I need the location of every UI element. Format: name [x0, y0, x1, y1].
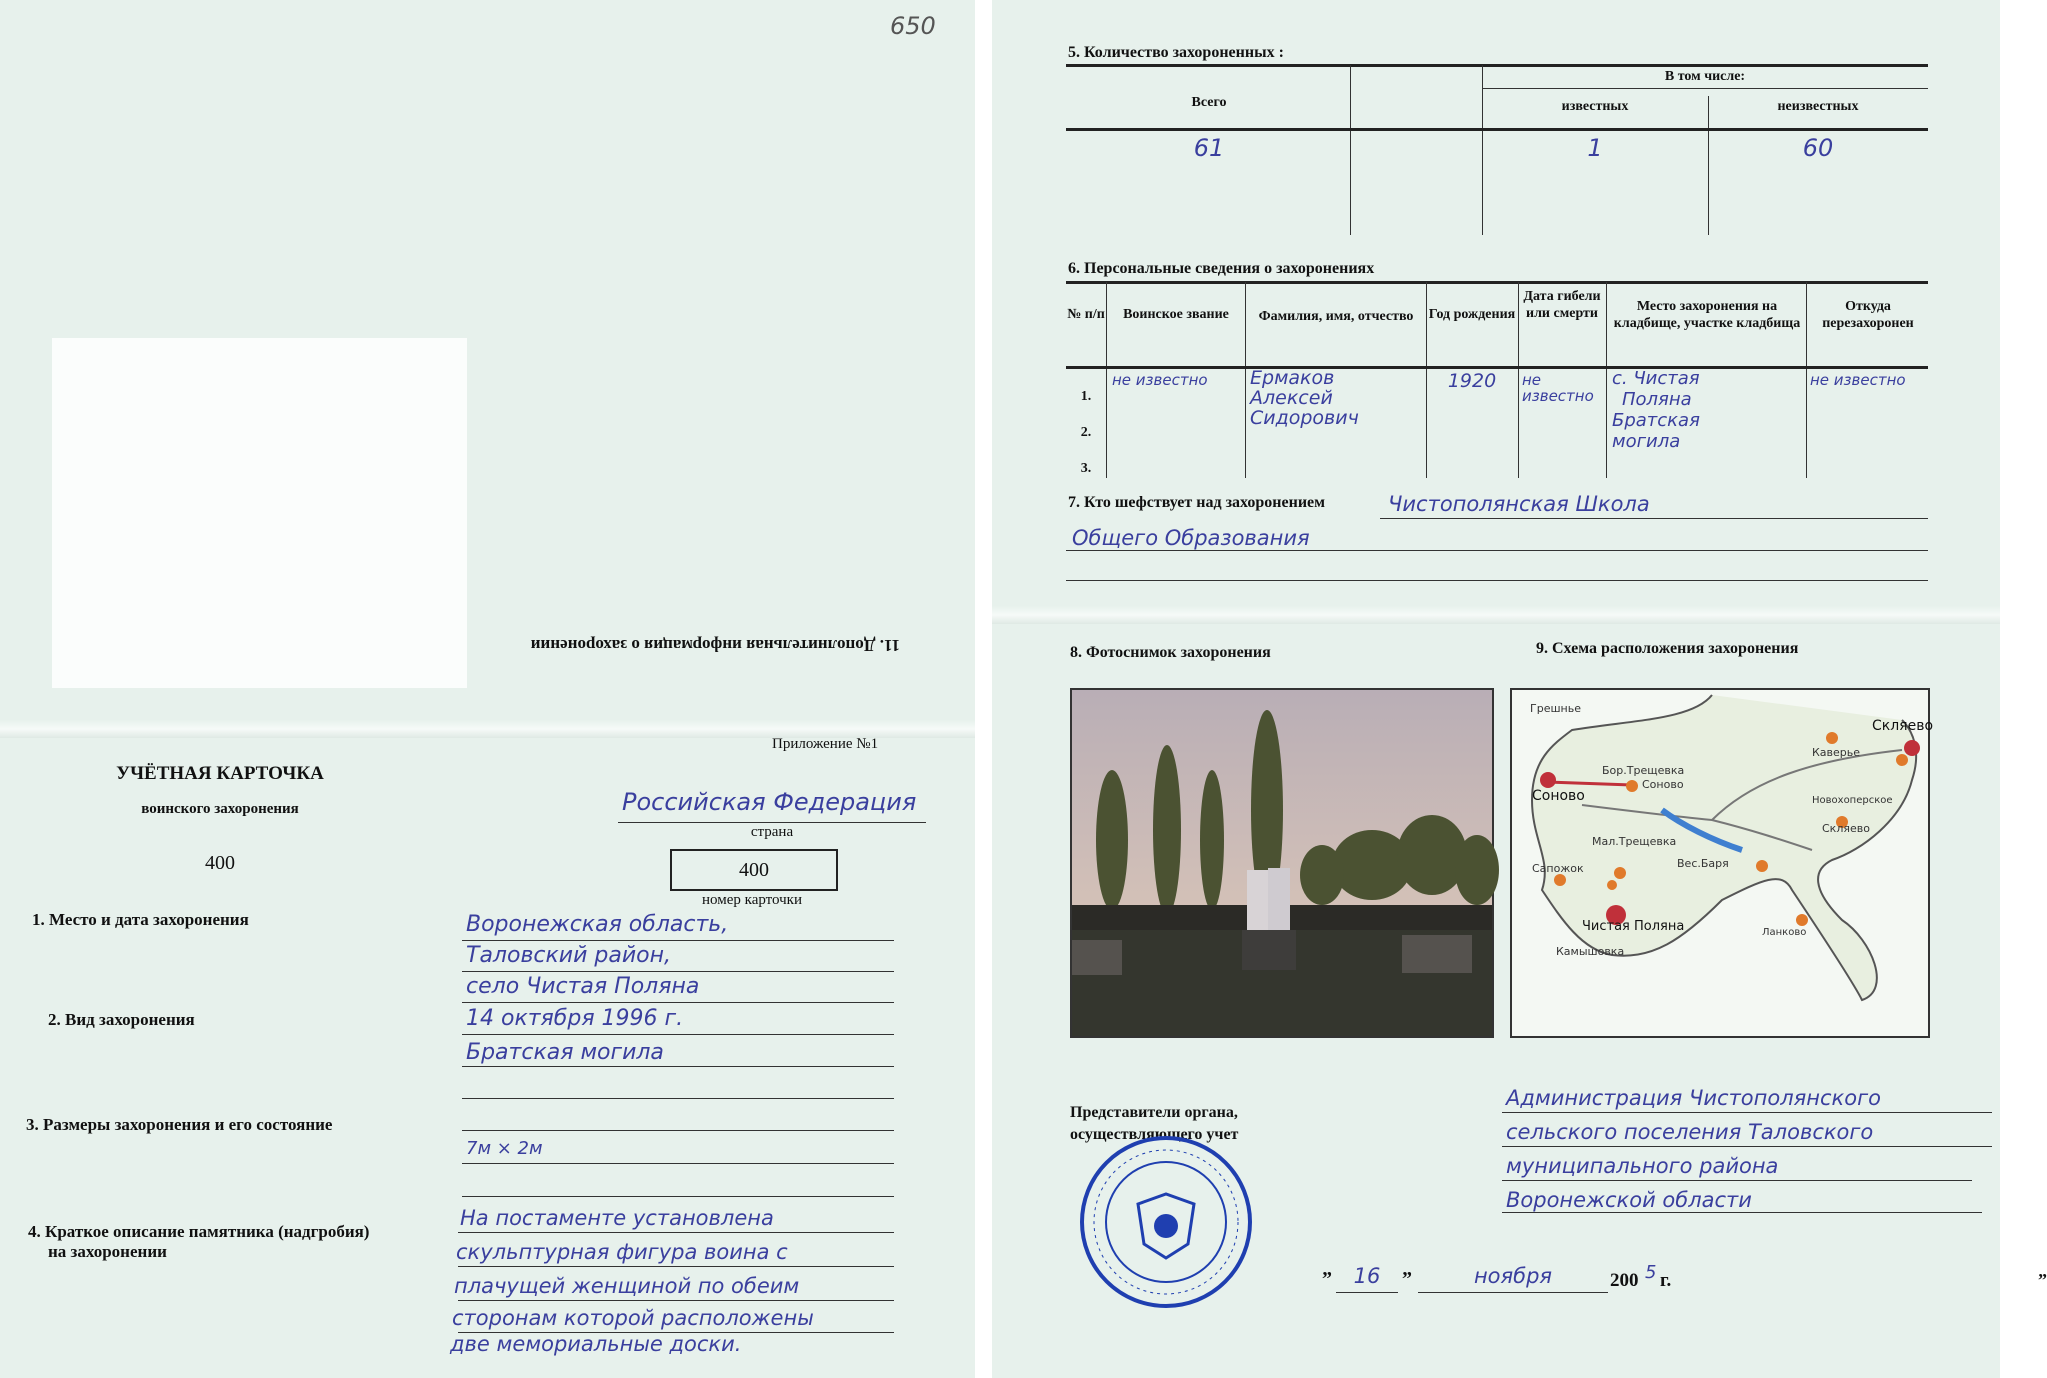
- map-label-bor-treshevka: Бор.Трещевка: [1602, 764, 1685, 777]
- date-month: ноября: [1473, 1264, 1553, 1288]
- s5-total-label: Всего: [1191, 95, 1227, 110]
- rep-value-2: сельского поселения Таловского: [1506, 1120, 1874, 1144]
- table-col: [1518, 282, 1519, 478]
- date-suffix: г.: [1660, 1270, 1672, 1291]
- s9-label: 9. Схема расположения захоронения: [1536, 640, 1799, 657]
- card-number-print: 400: [205, 852, 235, 874]
- table-col: [1708, 96, 1709, 235]
- s6-header-place: Место захоронения на кладбище, участке кладбища: [1613, 299, 1801, 331]
- map-label-sonovo-small: Соново: [1642, 778, 1684, 791]
- map-label-sapozhok: Сапожок: [1532, 862, 1584, 875]
- q4-line-1: На постаменте установлена: [460, 1206, 774, 1230]
- s6-name-2: Алексей: [1250, 387, 1333, 409]
- s6-row-3: 3.: [1080, 461, 1092, 476]
- rule: [462, 1034, 894, 1035]
- rule: [462, 1163, 894, 1164]
- map-label-ves-barya: Вес.Баря: [1677, 857, 1729, 870]
- rule: [1502, 1212, 1982, 1213]
- q4-line-3: плачущей женщиной по обеим: [454, 1274, 800, 1298]
- q1-line-1: Воронежская область,: [466, 912, 729, 937]
- card-title: УЧЁТНАЯ КАРТОЧКА: [116, 763, 324, 784]
- table-rule: [1482, 88, 1928, 89]
- s5-known-label: известных: [1561, 99, 1629, 114]
- country-line: [618, 822, 926, 823]
- country-label: страна: [750, 824, 794, 840]
- photo-placeholder: [52, 338, 467, 688]
- q4-line-5: две мемориальные доски.: [450, 1332, 742, 1356]
- left-page: [0, 0, 975, 1378]
- s6-header-year: Год рождения: [1428, 307, 1516, 322]
- s8-label: 8. Фотоснимок захоронения: [1070, 644, 1271, 661]
- s5-title: 5. Количество захороненных :: [1068, 44, 1284, 61]
- rule: [462, 940, 894, 941]
- map-label-mal-treshevka: Мал.Трещевка: [1592, 835, 1677, 848]
- q4-label-line-2: на захоронении: [48, 1242, 167, 1261]
- s6-row-2: 2.: [1080, 425, 1092, 440]
- q3-value: 7м × 2м: [466, 1138, 543, 1159]
- burial-photo: [1070, 688, 1494, 1038]
- q1-label: 1. Место и дата захоронения: [32, 910, 249, 929]
- rule: [458, 1232, 894, 1233]
- s6-header-name: Фамилия, имя, отчество: [1258, 309, 1414, 324]
- rule: [462, 1066, 894, 1067]
- rule: [1066, 550, 1928, 551]
- date-quote-open: ”: [1322, 1268, 1332, 1290]
- rep-value-1: Администрация Чистополянского: [1506, 1086, 1881, 1110]
- s6-rank-value: не известно: [1112, 371, 1208, 389]
- date-day: 16: [1353, 1264, 1381, 1288]
- q2-value: Братская могила: [466, 1040, 664, 1065]
- table-col: [1106, 282, 1107, 478]
- table-rule: [1066, 128, 1928, 131]
- rule: [1418, 1292, 1608, 1293]
- q4-line-2: скульптурная фигура воина с: [456, 1240, 788, 1264]
- s7-label: 7. Кто шефствует над захоронением: [1068, 494, 1326, 511]
- rule: [462, 1002, 894, 1003]
- s6-place-3: Братская: [1612, 410, 1700, 431]
- s5-unknown: 60: [1802, 134, 1834, 162]
- rule: [458, 1300, 894, 1301]
- map-label-lankovo: Ланково: [1762, 927, 1807, 938]
- table-col: [1350, 65, 1351, 235]
- rule: [1502, 1180, 1972, 1181]
- map-label-greshnoe: Грешнье: [1530, 702, 1581, 715]
- corner-number: 650: [890, 12, 936, 40]
- map-drawing: [1512, 690, 1934, 1036]
- s5-unknown-label: неизвестных: [1777, 99, 1859, 114]
- q1-line-2: Таловский район,: [466, 943, 671, 968]
- rule: [1502, 1112, 1992, 1113]
- s6-row-1: 1.: [1080, 389, 1092, 404]
- s6-name-3: Сидорович: [1250, 407, 1359, 429]
- q1-line-3: село Чистая Поляна: [466, 974, 700, 999]
- s6-header-rank: Воинское звание: [1123, 307, 1229, 322]
- s6-name-1: Ермаков: [1250, 367, 1335, 389]
- s7-value-1: Чистополянская Школа: [1388, 492, 1650, 516]
- rule: [462, 1098, 894, 1099]
- right-page: 5. Количество захороненных : В том числе: Всего известных неизвестных 61 1 60 6. Персональные сведения о захоронениях № п/п Воинское звание Фамилия, имя, отчество Год рождения Дата гибели или смерти Место захоронения на кладбище, участке кладбища Откуда перезахоронен 1. 2. 3. не известно Ермаков Алексей Сидорович 1920 не известно с. Чистая Поляна Братская могила не известно 7. Кто шефствует над захоронением Чистополянская Школа Общего Образования 8. Фотоснимок захоронения 9. Схема расположения захоронения Грешнье Скляево Каверье Бор.Трещевка Соново Соново Новохоперское Скляево Мал.Трещевка Вес.Баря Сапожок Чистая Поляна Камышовка Ланково Представители органа, осуществляющего учет Администрация Чистополянского сельского поселения Таловского муниципального района Воронежской области ” ” 16 ” ноября 200 5 г.: [992, 0, 2000, 1378]
- card-subtitle: воинского захоронения: [141, 801, 299, 817]
- map-label-kamyshevka: Камышовка: [1556, 945, 1625, 958]
- s6-header-num: № п/п: [1067, 307, 1105, 322]
- rep-value-4: Воронежской области: [1506, 1188, 1752, 1212]
- rule: [1336, 1292, 1398, 1293]
- map-label-chistaya-polyana: Чистая Поляна: [1582, 919, 1685, 934]
- s5-known: 1: [1587, 134, 1603, 162]
- s6-death-value: не известно: [1522, 371, 1594, 405]
- s5-total: 61: [1193, 134, 1225, 162]
- table-col: [1606, 282, 1607, 478]
- date-year-hw: 5: [1645, 1262, 1657, 1283]
- s6-place-2: Поляна: [1622, 389, 1692, 410]
- card-number-box: 400: [670, 849, 838, 891]
- rep-label-2: осуществляющего учет: [1070, 1126, 1239, 1143]
- rep-label-1: Представители органа,: [1070, 1104, 1238, 1121]
- q4-label-line-1: 4. Краткое описание памятника (надгробия): [28, 1222, 370, 1241]
- s6-title: 6. Персональные сведения о захоронениях: [1068, 260, 1375, 277]
- rule: [458, 1266, 894, 1267]
- map-label-novokhopersk: Новохоперское: [1812, 795, 1893, 806]
- table-col: [1245, 282, 1246, 478]
- s6-place-4: могила: [1612, 431, 1681, 452]
- rule: [462, 1130, 894, 1131]
- rule: [462, 1196, 894, 1197]
- rep-value-3: муниципального района: [1506, 1154, 1779, 1178]
- table-rule: [1066, 64, 1928, 67]
- date-year-print: 200: [1610, 1270, 1639, 1291]
- s6-place-1: с. Чистая: [1612, 368, 1700, 389]
- rule: [1380, 518, 1928, 519]
- country-value: Российская Федерация: [622, 788, 917, 816]
- s5-including: В том числе:: [1664, 69, 1746, 84]
- date-quote-close: ”: [1402, 1268, 1412, 1290]
- q2-label: 2. Вид захоронения: [48, 1010, 195, 1029]
- table-col: [1426, 282, 1427, 478]
- map-label-sonovo: Соново: [1532, 788, 1585, 804]
- s6-from-value: не известно: [1810, 371, 1906, 389]
- q3-label: 3. Размеры захоронения и его состояние: [26, 1115, 333, 1134]
- card-number-label: номер карточки: [702, 892, 802, 908]
- q4-line-4: сторонам которой расположены: [452, 1306, 814, 1330]
- fold-crease: [992, 606, 2000, 624]
- rule: [1502, 1146, 1992, 1147]
- map-label-kaverye: Каверье: [1812, 746, 1861, 759]
- location-scheme-map: [1510, 688, 1934, 1038]
- map-label-sklyaevo-small: Скляево: [1822, 822, 1870, 835]
- memorial-photo-image: [1072, 690, 1492, 1036]
- s6-header-from: Откуда перезахоронен: [1822, 299, 1914, 331]
- table-col: [1806, 282, 1807, 478]
- seal-icon: [1078, 1134, 1254, 1310]
- table-rule: [1066, 281, 1928, 284]
- appendix-label: Приложение №1: [772, 736, 879, 752]
- rule: [462, 971, 894, 972]
- rule: [1066, 580, 1928, 581]
- s6-year-value: 1920: [1447, 370, 1497, 392]
- s7-value-2: Общего Образования: [1072, 526, 1310, 550]
- table-rule: [1066, 366, 1928, 369]
- s6-header-death: Дата гибели или смерти: [1523, 289, 1601, 321]
- official-stamp: [1078, 1134, 1254, 1310]
- map-label-sklyaevo-big: Скляево: [1872, 718, 1934, 734]
- q1-line-4: 14 октября 1996 г.: [466, 1006, 684, 1031]
- section11-title: 11. Дополнительная информация о захоронении: [530, 636, 900, 655]
